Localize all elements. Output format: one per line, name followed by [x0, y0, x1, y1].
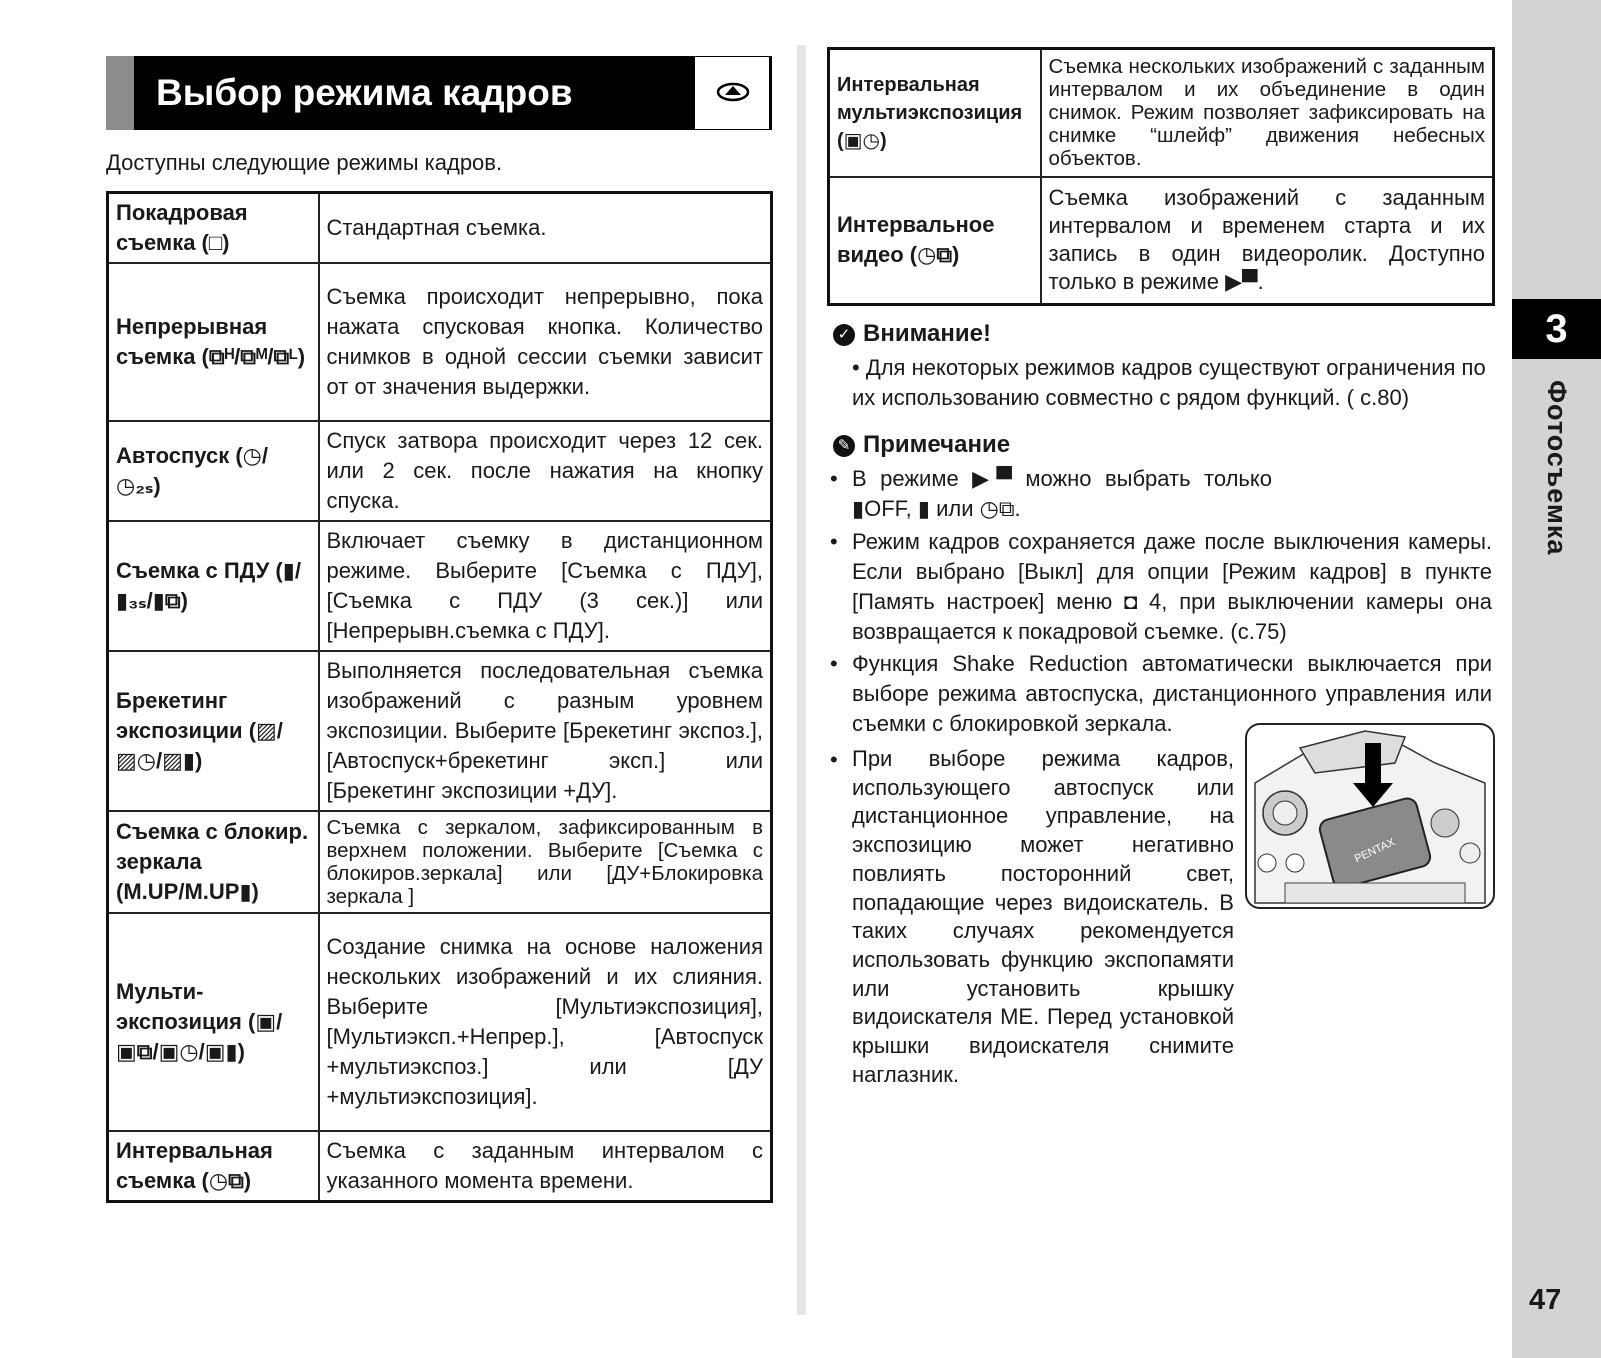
note-icon: ✎ [833, 435, 855, 457]
table-row [108, 193, 772, 264]
note-text: Режим кадров сохраняется даже после выключения камеры. Если выбрано [Выкл] для опции [Режим кадров] в пункте [Память настроек] меню ◘ 4, при выключении камеры она возвращается к покадровой съемке. (с.75) [852, 529, 1492, 644]
mode-name: Автоспуск (◷/◷₂ₛ) [108, 421, 319, 521]
note-heading [833, 428, 1010, 462]
mode-desc: Съемка происходит непрерывно, пока нажата спусковая кнопка. Количество снимков в одной сессии съемки зависит от от значения выдержки. [319, 263, 772, 421]
table-row [108, 1131, 772, 1202]
intro-text: Доступны следующие режимы кадров. [106, 150, 503, 175]
note-text: При выборе режима кадров, использующего автоспуск или дистанционное управление, на экспозицию может негативно повлиять посторонний свет, попадающие через видоискатель. В таких случаях рекомендуется использовать функцию экспопамяти или установить крышку видоискателя МЕ. Перед установкой крышки видоискателя снимите наглазник. [852, 746, 1234, 1087]
bullet: • [830, 529, 838, 554]
interval-modes-table [827, 47, 1495, 306]
page-title: Выбор режима кадров [156, 72, 573, 113]
table-row [108, 263, 772, 421]
mode-name: Интервальное видео (◷⧉) [829, 177, 1041, 305]
table-row [108, 421, 772, 521]
table-row [108, 913, 772, 1131]
mode-desc: Выполняется последовательная съемка изображений с разным уровнем экспозиции. Выберите [Брекетинг экспоз.], [Автоспуск+брекетинг эксп.] или [Брекетинг экспозиции +ДУ]. [319, 651, 772, 811]
mode-desc: Съемка с зеркалом, зафиксированным в верхнем положении. Выберите [Съемка с блокиров.зеркала] или [ДУ+Блокировка зеркала ] [319, 811, 772, 913]
mode-desc: Съемка с заданным интервалом с указанного момента времени. [319, 1131, 772, 1202]
mode-name: Интервальная мультиэкспозиция (▣◷) [829, 49, 1041, 177]
caution-text: • Для некоторых режимов кадров существуют ограничения по их использованию совместно с рядом функций. ( с.80) [852, 355, 1486, 410]
chapter-label: Фотосъемка [1542, 380, 1572, 556]
chapter-number: 3 [1512, 299, 1601, 359]
eye-icon [716, 81, 750, 103]
mode-name: Непрерывная съемка (⧉ᴴ/⧉ᴹ/⧉ᴸ) [108, 263, 319, 421]
caution-heading-text: Внимание! [863, 320, 991, 347]
mode-name: Интервальная съемка (◷⧉) [108, 1131, 319, 1202]
drive-modes-table [106, 191, 773, 1203]
mode-name: Съемка с блокир. зеркала (M.UP/M.UP▮) [108, 811, 319, 913]
page-number: 47 [1529, 1284, 1562, 1316]
mode-desc: Съемка нескольких изображений с заданным интервалом и их объединение в один снимок. Режим позволяет зафиксировать на снимке “шлейф” движения небесных объектов. [1041, 49, 1494, 177]
brand-text: PENTAX [1352, 836, 1397, 866]
chapter-side-tab [1512, 0, 1601, 1358]
mode-desc: Спуск затвора происходит через 12 сек. или 2 сек. после нажатия на кнопку спуска. [319, 421, 772, 521]
table-row [829, 49, 1494, 177]
mode-name: Брекетинг экспозиции (▨/▨◷/▨▮) [108, 651, 319, 811]
table-row [108, 651, 772, 811]
mode-name: Съемка с ПДУ (▮/▮₃ₛ/▮⧉) [108, 521, 319, 651]
title-accent [106, 56, 134, 130]
table-row [108, 521, 772, 651]
mode-name: Покадровая съемка (□) [108, 193, 319, 264]
table-row [829, 177, 1494, 305]
table-row [108, 811, 772, 913]
mode-icon-box [694, 56, 770, 130]
bullet: • [830, 466, 838, 491]
note-text: В режиме ▶▀ можно выбрать только ▮OFF, ▮ или ◷⧉. [852, 466, 1272, 521]
caution-icon: ✓ [833, 324, 855, 346]
mode-desc: Стандартная съемка. [319, 193, 772, 264]
note-heading-text: Примечание [863, 431, 1011, 458]
bullet: • [830, 747, 838, 772]
mode-name: Мульти-экспозиция (▣/▣⧉/▣◷/▣▮) [108, 913, 319, 1131]
caution-heading [833, 317, 991, 351]
column-divider [797, 45, 806, 1315]
mode-desc: Создание снимка на основе наложения нескольких изображений и их слияния. Выберите [Мультиэкспозиция], [Мультиэксп.+Непрер.], [Автоспуск +мультиэкспоз.] или [ДУ +мультиэкспозиция]. [319, 913, 772, 1131]
eyepiece-cap-illustration [1245, 723, 1495, 909]
bullet: • [830, 651, 838, 676]
mode-desc: Съемка изображений с заданным интервалом и временем старта и их запись в один видеоролик. Доступно только в режиме ▶▀. [1041, 177, 1494, 305]
note-text: Функция Shake Reduction автоматически выключается при выборе режима автоспуска, дистанционного управления или съемки с блокировкой зеркала. [852, 651, 1492, 736]
mode-desc: Включает съемку в дистанционном режиме. Выберите [Съемка с ПДУ], [Съемка с ПДУ (3 сек.)] или [Непрерывн.съемка с ПДУ]. [319, 521, 772, 651]
